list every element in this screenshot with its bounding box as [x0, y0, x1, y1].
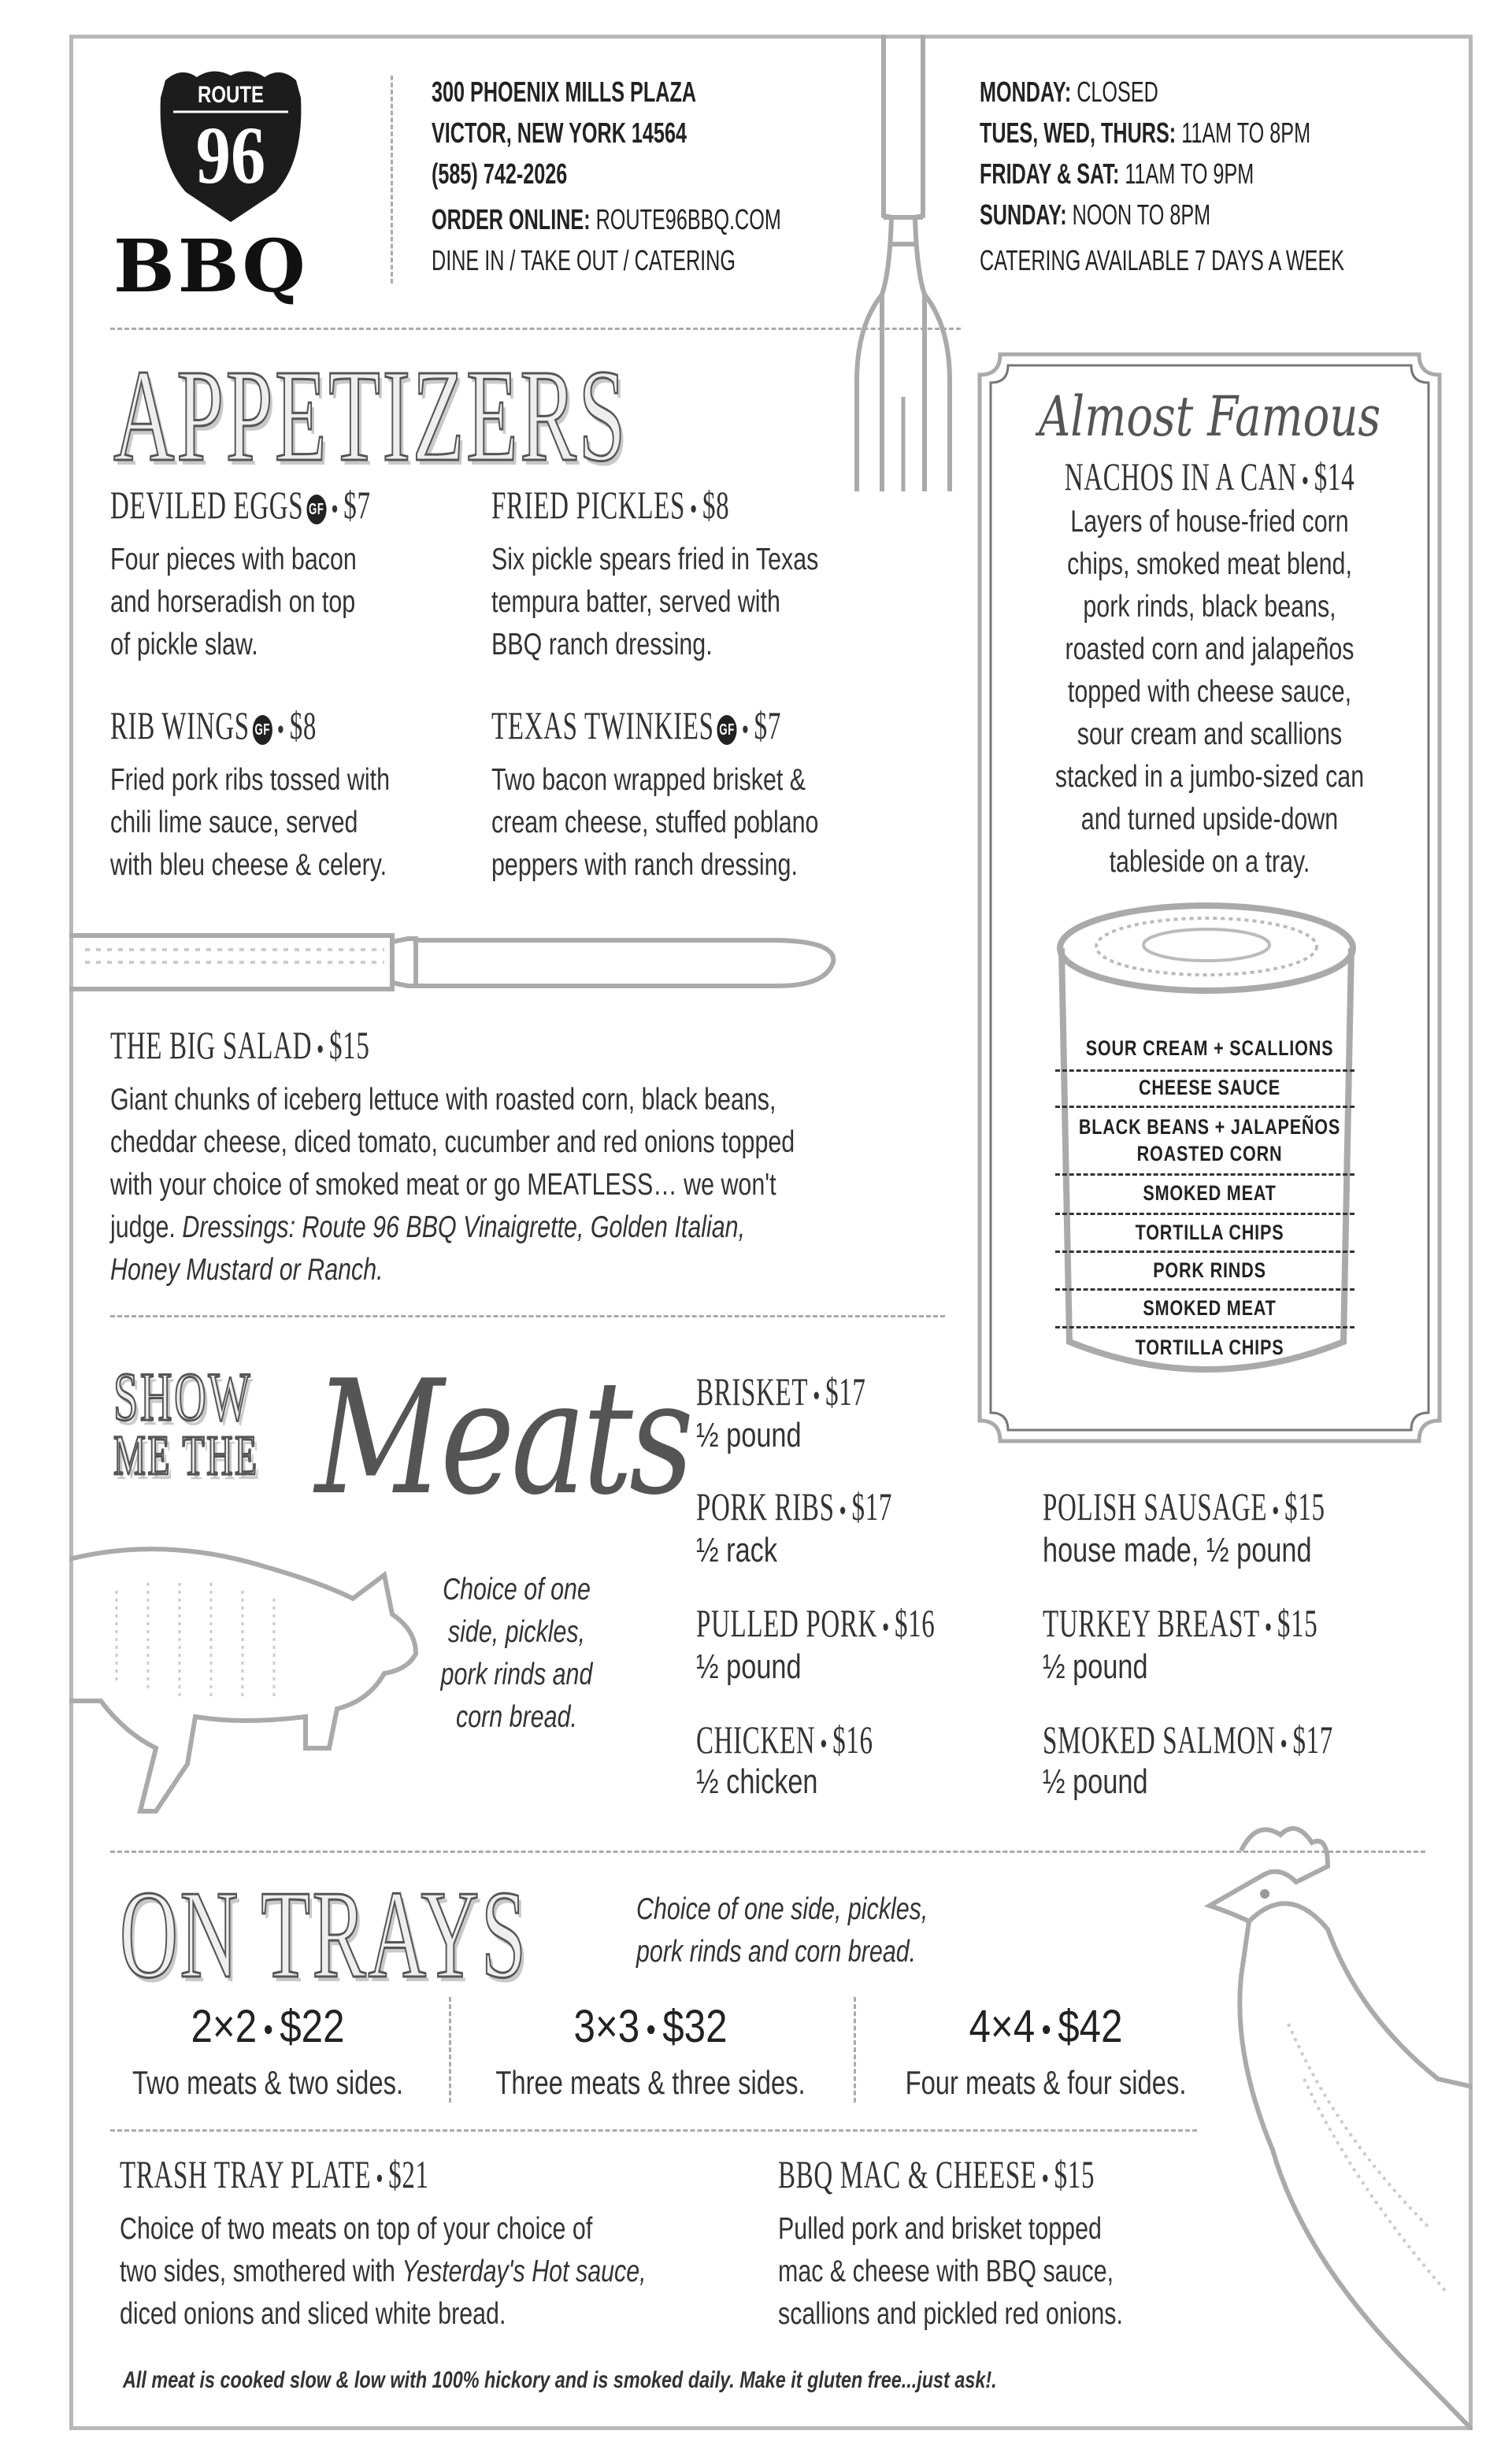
tray-size: 3×3 — [573, 2001, 640, 2052]
item-fried-pickles — [491, 482, 729, 528]
tray-price: • $22 — [257, 2000, 344, 2053]
item-desc: Fried pork ribs tossed with chili lime sauce, served with bleu cheese & celery. — [110, 763, 391, 882]
item-price: • $16 — [877, 1600, 935, 1646]
divider — [1055, 1213, 1354, 1215]
gluten-free-badge: GF — [306, 495, 326, 524]
meat-brisket — [696, 1369, 866, 1414]
footer-note: All meat is cooked slow & low with 100% hickory and is smoked daily. Make it gluten free...just ask!. — [123, 2367, 997, 2393]
can-layer: BLACK BEANS + JALAPEÑOS — [1078, 1115, 1341, 1139]
item-name: CHICKEN — [696, 1717, 816, 1762]
fork-icon — [850, 35, 956, 491]
tray-size: 2×2 — [191, 2001, 258, 2052]
divider — [110, 2129, 1197, 2132]
divider — [854, 1997, 856, 2103]
item-price: • $8 — [272, 702, 317, 748]
address-line-2: VICTOR, NEW YORK 14564 — [432, 117, 687, 149]
item-name: BBQ MAC & CHEESE — [778, 2152, 1037, 2196]
item-portion: ½ pound — [696, 1416, 802, 1454]
item-price: • $15 — [1267, 1484, 1325, 1529]
item-price: • $15 — [1037, 2151, 1095, 2197]
item-trash-tray-plate — [120, 2151, 429, 2197]
item-name: BRISKET — [696, 1369, 809, 1414]
item-desc: Two bacon wrapped brisket & cream cheese, stuffed poblano peppers with ranch dressing. — [491, 763, 819, 882]
trays-title: ON TRAYS — [120, 1864, 528, 2004]
item-bbq-mac-cheese — [778, 2151, 1095, 2197]
order-online-label: ORDER ONLINE: — [432, 203, 591, 235]
item-portion: house made, ½ pound — [1043, 1531, 1312, 1569]
meats-note: Choice of one side, pickles, pork rinds and corn bread. — [440, 1573, 593, 1734]
hours-time: NOON TO 8PM — [1072, 198, 1211, 231]
item-portion: ½ pound — [1043, 1762, 1148, 1801]
item-name: POLISH SAUSAGE — [1043, 1484, 1268, 1528]
item-name: TURKEY BREAST — [1043, 1601, 1260, 1645]
order-online-url[interactable]: ROUTE96BBQ.COM — [595, 203, 781, 235]
hours-day: SUNDAY: — [980, 198, 1067, 231]
can-layer: ROASTED CORN — [1136, 1142, 1283, 1165]
hours-time: CLOSED — [1077, 76, 1158, 108]
divider — [1055, 1173, 1354, 1176]
item-name: SMOKED SALMON — [1043, 1717, 1276, 1762]
tray-desc: Two meats & two sides. — [132, 2064, 404, 2101]
gluten-free-badge: GF — [717, 715, 737, 745]
divider — [1055, 1326, 1354, 1328]
item-name: PORK RIBS — [696, 1484, 835, 1528]
can-layer: PORK RINDS — [1153, 1258, 1266, 1282]
hours-day: TUES, WED, THURS: — [980, 117, 1177, 149]
can-layer: TORTILLA CHIPS — [1135, 1221, 1284, 1244]
gluten-free-badge: GF — [253, 715, 272, 745]
tray-desc: Four meats & four sides. — [905, 2064, 1187, 2101]
item-price: • $15 — [312, 1022, 369, 1068]
rooster-icon — [1178, 1819, 1473, 2430]
item-portion: ½ chicken — [696, 1762, 818, 1801]
divider — [449, 1997, 451, 2103]
hours-day: FRIDAY & SAT: — [980, 157, 1120, 190]
hours-day: MONDAY: — [980, 76, 1072, 108]
item-name: RIB WINGS — [110, 703, 250, 747]
hours-sunday — [980, 198, 1210, 232]
meat-polish-sausage — [1043, 1484, 1325, 1529]
catering-note: CATERING AVAILABLE 7 DAYS A WEEK — [980, 244, 1345, 276]
item-name: NACHOS IN A CAN — [1064, 454, 1297, 498]
tray-3x3 — [574, 2000, 728, 2053]
phone[interactable]: (585) 742-2026 — [432, 157, 568, 190]
pig-icon — [69, 1512, 424, 1827]
tray-4x4 — [969, 2000, 1123, 2053]
item-price: • $7 — [326, 482, 370, 528]
item-price: • $14 — [1297, 454, 1354, 499]
item-price: • $15 — [1260, 1600, 1317, 1646]
item-big-salad — [110, 1022, 370, 1068]
hours-time: 11AM TO 8PM — [1181, 117, 1311, 149]
appetizers-title: APPETIZERS — [113, 343, 628, 489]
divider — [110, 328, 961, 330]
item-desc: Four pieces with bacon and horseradish on top of pickle slaw. — [110, 543, 357, 661]
divider — [110, 1315, 945, 1317]
hours-monday — [980, 76, 1158, 109]
item-name: THE BIG SALAD — [110, 1023, 313, 1067]
meat-smoked-salmon — [1043, 1717, 1333, 1762]
tray-desc: Three meats & three sides. — [495, 2064, 806, 2101]
meats-title-script: Meats — [315, 1347, 691, 1530]
item-deviled-eggs — [110, 482, 371, 528]
item-desc: Pulled pork and brisket topped mac & cheese with BBQ sauce, scallions and pickled red onions. — [778, 2212, 1123, 2331]
knife-icon — [69, 926, 841, 999]
hours-time: 11AM TO 9PM — [1125, 157, 1254, 190]
services: DINE IN / TAKE OUT / CATERING — [432, 244, 736, 276]
item-price: • $17 — [1276, 1717, 1333, 1762]
tray-size: 4×4 — [969, 2001, 1036, 2052]
item-portion: ½ rack — [696, 1531, 777, 1569]
item-name: DEVILED EGGS — [110, 483, 304, 527]
item-name: FRIED PICKLES — [491, 483, 686, 527]
item-portion: ½ pound — [696, 1647, 802, 1686]
tray-price: • $32 — [639, 2000, 727, 2053]
can-layer: SOUR CREAM + SCALLIONS — [1085, 1036, 1334, 1060]
trays-note: Choice of one side, pickles, pork rinds and corn bread. — [636, 1892, 928, 1969]
divider — [1055, 1288, 1354, 1291]
item-name: TEXAS TWINKIES — [491, 703, 714, 747]
order-online — [432, 203, 781, 236]
item-price: • $17 — [835, 1484, 892, 1529]
meat-chicken — [696, 1717, 873, 1762]
tray-2x2 — [191, 2000, 345, 2053]
item-nachos-in-a-can — [1065, 454, 1354, 499]
item-price: • $17 — [808, 1369, 865, 1414]
meat-pork-ribs — [696, 1484, 892, 1529]
divider — [391, 76, 393, 283]
divider — [1055, 1106, 1354, 1108]
divider — [1055, 1250, 1354, 1253]
hours-tue-thu — [980, 117, 1310, 150]
item-desc: Layers of house-fried corn chips, smoked meat blend, pork rinds, black beans, roasted corn and jalapeños topped with cheese sauce, sour cream and scallions stacked in a jumbo-sized can and turned upside-down tableside on a tray. — [1054, 505, 1365, 879]
item-rib-wings — [110, 702, 317, 748]
logo-number: 96 — [195, 110, 266, 201]
item-price: • $16 — [815, 1717, 873, 1762]
divider — [1055, 1069, 1354, 1072]
meats-title-me-the: ME THE — [113, 1424, 259, 1487]
logo-bbq: BBQ — [113, 224, 309, 309]
hours-fri-sat — [980, 157, 1254, 191]
item-desc: Six pickle spears fried in Texas tempura batter, served with BBQ ranch dressing. — [491, 543, 819, 661]
meat-turkey-breast — [1043, 1600, 1317, 1646]
item-portion: ½ pound — [1043, 1647, 1148, 1686]
item-name: TRASH TRAY PLATE — [120, 2152, 372, 2196]
item-price: • $21 — [371, 2151, 428, 2197]
logo-route: ROUTE — [198, 82, 264, 108]
almost-famous-tagline: Almost Famous — [1038, 384, 1381, 449]
item-name: PULLED PORK — [696, 1601, 878, 1645]
can-layer: SMOKED MEAT — [1143, 1296, 1277, 1320]
item-desc: Choice of two meats on top of your choice of two sides, smothered with Yesterday's Hot sauce, diced onions and sliced white bread. — [120, 2212, 647, 2331]
item-texas-twinkies — [491, 702, 781, 748]
can-layer: CHEESE SAUCE — [1138, 1076, 1281, 1099]
can-layer: TORTILLA CHIPS — [1135, 1336, 1284, 1359]
tray-price: • $42 — [1035, 2000, 1122, 2053]
address-line-1: 300 PHOENIX MILLS PLAZA — [432, 76, 697, 108]
item-price: • $8 — [685, 482, 729, 528]
can-layer: SMOKED MEAT — [1143, 1181, 1277, 1205]
item-desc: Giant chunks of iceberg lettuce with roasted corn, black beans, cheddar cheese, diced tomato, cucumber and red onions topped with your choice of smoked meat or go MEATLESS… we won't judge. Dressings: Route 96 BBQ Vinaigrette, Golden Italian, Honey Mustard or Ranch. — [110, 1083, 795, 1287]
meat-pulled-pork — [696, 1600, 935, 1646]
meats-title-show: SHOW — [113, 1359, 253, 1436]
item-price: • $7 — [737, 702, 781, 748]
